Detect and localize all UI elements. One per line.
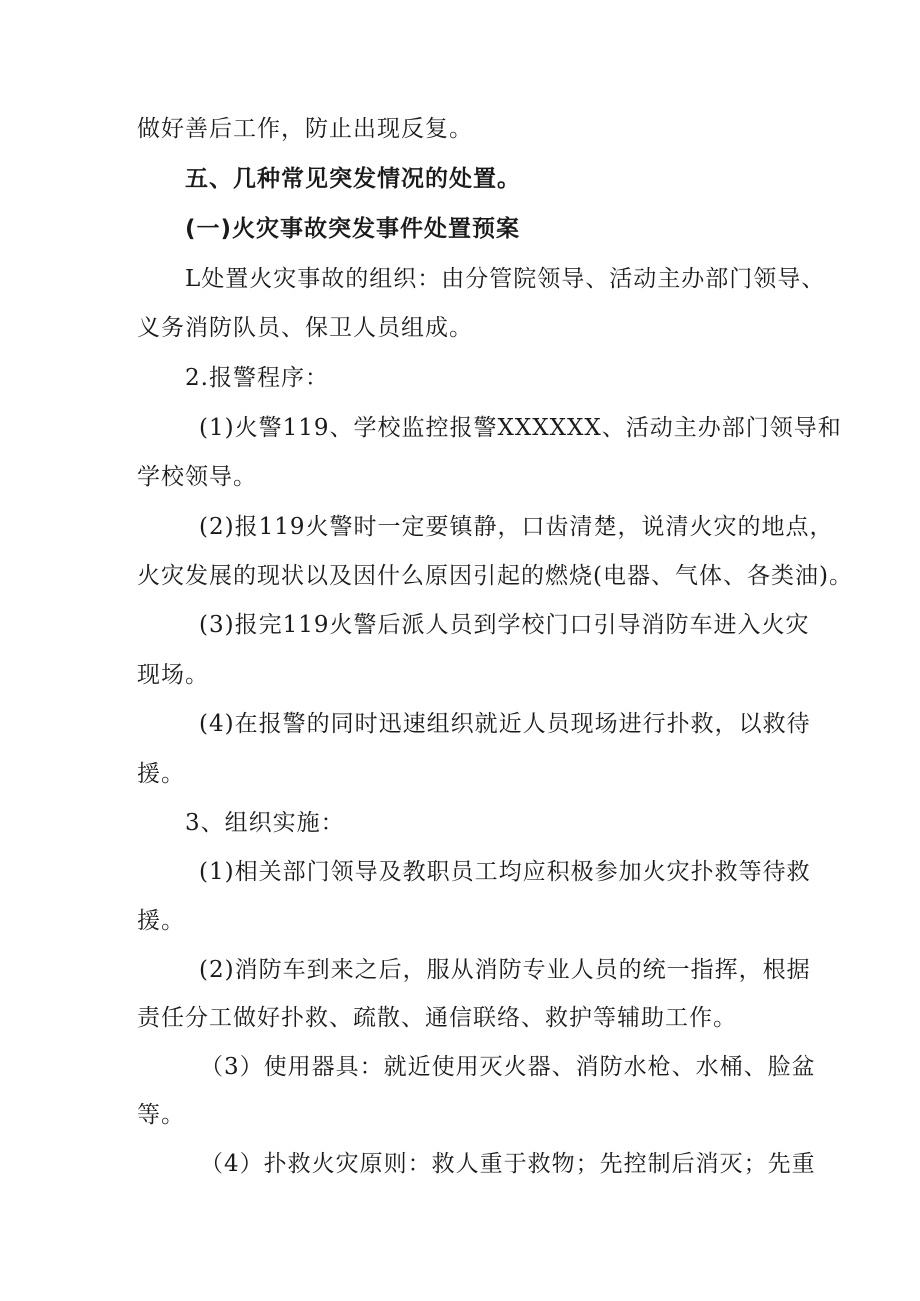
text-line-11: (3)报完119火警后派人员到学校门口引导消防车进入火灾 bbox=[199, 612, 810, 638]
text-line-18: (2)消防车到来之后，服从消防专业人员的统一指挥，根据 bbox=[199, 957, 811, 983]
text-line-12: 现场。 bbox=[137, 662, 209, 688]
text-line-10: 火灾发展的现状以及因什么原因引起的燃烧(电器、气体、各类油)。 bbox=[137, 563, 853, 589]
text-line-7: (1)火警119、学校监控报警XXXXXX、活动主办部门领导和 bbox=[199, 415, 842, 441]
text-line-22: （4）扑救火灾原则：救人重于救物；先控制后消灭；先重 bbox=[200, 1151, 816, 1177]
text-line-14: 援。 bbox=[137, 761, 185, 787]
text-line-1: 做好善后工作，防止出现反复。 bbox=[137, 116, 473, 142]
text-line-16: (1)相关部门领导及教职员工均应积极参加火灾扑救等待救 bbox=[199, 859, 811, 885]
text-line-20: （3）使用器具：就近使用灭火器、消防水枪、水桶、脸盆 bbox=[200, 1054, 816, 1080]
text-line-13: (4)在报警的同时迅速组织就近人员现场进行扑救，以救待 bbox=[199, 711, 811, 737]
text-line-9: (2)报119火警时一定要镇静，口齿清楚，说清火灾的地点， bbox=[199, 514, 834, 540]
subsection-heading-fire-plan: (一)火灾事故突发事件处置预案 bbox=[185, 216, 521, 242]
text-line-17: 援。 bbox=[137, 908, 185, 934]
text-line-6: 2.报警程序： bbox=[185, 365, 329, 391]
section-heading-five: 五、几种常见突发情况的处置。 bbox=[185, 166, 521, 192]
text-line-5: 义务消防队员、保卫人员组成。 bbox=[137, 315, 473, 341]
text-line-8: 学校领导。 bbox=[137, 464, 257, 490]
text-line-4: L处置火灾事故的组织：由分管院领导、活动主办部门领导、 bbox=[185, 266, 826, 292]
text-line-15: 3、组织实施： bbox=[185, 810, 345, 836]
text-line-21: 等。 bbox=[137, 1102, 185, 1128]
text-line-19: 责任分工做好扑救、疏散、通信联络、救护等辅助工作。 bbox=[137, 1005, 737, 1031]
